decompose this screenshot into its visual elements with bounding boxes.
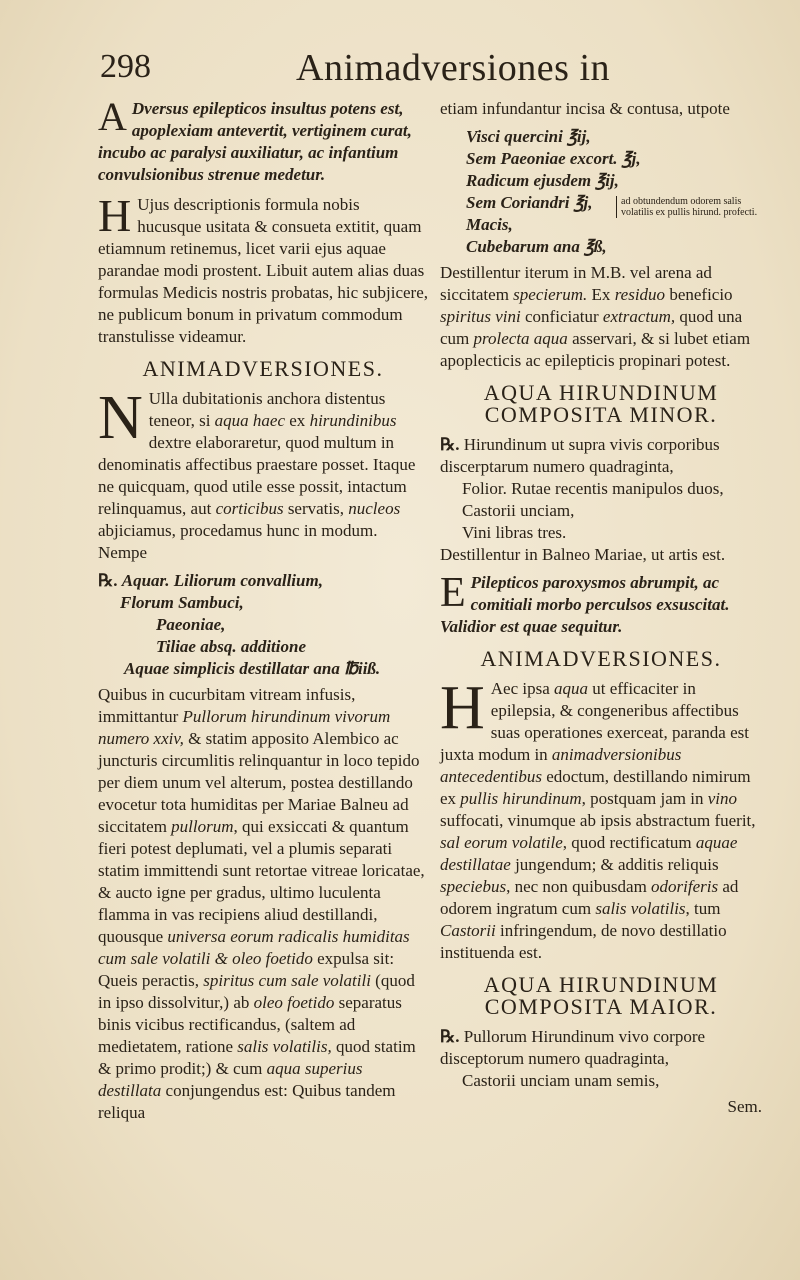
haec-paragraph xyxy=(440,674,762,964)
italic-run: sal eorum volatile xyxy=(440,833,563,852)
haec-dropcap: H xyxy=(440,674,485,742)
continuation-paragraph: etiam infundantur incisa & contusa, utpote xyxy=(440,99,730,118)
recipe-line: Destillentur in Balneo Mariae, ut artis est. xyxy=(440,545,726,564)
recipe-line: Radicum ejusdem ℥ij, xyxy=(466,171,619,190)
recipe-line: Tiliae absq. additione xyxy=(156,637,307,656)
recipe-line: Cubebarum ana ℥ß, xyxy=(466,237,607,256)
recipe-line: Pullorum Hirundinum vivo corpore disceptorum numero quadraginta, xyxy=(440,1027,706,1068)
italic-run: corticibus xyxy=(215,499,284,518)
italic-run: residuo xyxy=(614,285,666,304)
recipe-line: Vini libras tres. xyxy=(462,523,567,542)
italic-run: spiritus vini xyxy=(440,307,521,326)
recipe-line: Visci quercini ℥ij, xyxy=(466,127,591,146)
italic-run: extractum, xyxy=(602,307,676,326)
animadversion-paragraph xyxy=(98,384,428,564)
recipe-line: Paeoniae, xyxy=(156,615,226,634)
italic-run: prolecta aqua xyxy=(473,329,568,348)
italic-run: speciebus xyxy=(440,877,507,896)
text-run: , nec non quibusdam xyxy=(506,877,652,896)
page-number: 298 xyxy=(100,48,151,85)
italic-run: aqua xyxy=(554,679,589,698)
recipe-line: Aquae simplicis destillatar ana ℔iiß. xyxy=(124,659,381,678)
italic-run: aqua haec xyxy=(214,411,286,430)
recipe-line: Castorii unciam, xyxy=(462,501,575,520)
recipe-block-left xyxy=(98,570,428,680)
text-run: suffocati, vinumque ab ipsis abstractum fuerit, xyxy=(440,811,756,830)
recipe-block-right xyxy=(440,126,762,258)
text-run: Quibus in cucurbitam vitream infusis, immittantur xyxy=(98,685,356,726)
text-run: edoctum, destillando nimirum ex xyxy=(440,767,751,808)
epilepsy-text-2: Validior est quae sequitur. xyxy=(440,617,623,636)
italic-run: odoriferis xyxy=(651,877,719,896)
destillation-paragraph xyxy=(440,262,762,372)
italic-run: universa eorum radicalis humiditas cum sale volatili & oleo foetido xyxy=(98,927,410,968)
recipe-symbol: ℞. xyxy=(98,571,118,590)
italic-run: hirundinibus xyxy=(309,411,397,430)
recipe-line: Folior. Rutae recentis manipulos duos, xyxy=(462,479,724,498)
heading-aqua-minor: AQUA HIRUNDINUM COMPOSITA MINOR. xyxy=(483,380,719,427)
recipe-block-minor xyxy=(440,434,762,566)
recipe-line: Florum Sambuci, xyxy=(120,593,244,612)
text-run: ad odorem ingratum cum xyxy=(440,877,739,918)
epilepsy-paragraph xyxy=(440,572,762,638)
text-run: Aec ipsa xyxy=(490,679,555,698)
recipe-line: Macis, xyxy=(466,215,513,234)
text-run: dextre elaboraretur, quod multum in denominatis affectibus praestare posset. Itaque ne quicquam, quod utile esse possit, intactum relinquamus, aut xyxy=(98,433,416,518)
italic-run: Castorii xyxy=(440,921,496,940)
epilepsy-text: Pilepticos paroxysmos abrumpit, ac comitiali morbo perculsos exsuscitat. xyxy=(470,573,730,614)
text-run: separatus binis vicibus rectificandus, (saltem ad medietatem, ratione xyxy=(98,993,402,1056)
recipe-symbol: ℞. xyxy=(440,435,460,454)
italic-run: nucleos xyxy=(348,499,401,518)
text-run: conficiatur xyxy=(520,307,603,326)
text-run: conjungendus est: Quibus tandem reliqua xyxy=(98,1081,396,1122)
italic-run: specierum. xyxy=(513,285,588,304)
text-run: expulsa sit: Queis peractis, xyxy=(98,949,395,990)
procedure-paragraph xyxy=(98,684,428,1124)
catchword: Sem. xyxy=(727,1097,762,1116)
formula-text: Ujus descriptionis formula nobis hucusque usitata & consueta extitit, quam etiamnum retinemus, licet varii ejus aquae parandae modi prostent. Libuit autem alias duas formulas Medicis nostris probatas, hic subjicere, ne publicum bonum in privatum commodum transtulisse videamur. xyxy=(98,195,429,346)
italic-run: pullorum xyxy=(171,817,234,836)
heading-animadversiones-1: ANIMADVERSIONES. xyxy=(142,356,384,381)
text-run: servatis, xyxy=(283,499,349,518)
recipe-line: Aquar. Liliorum convallium, xyxy=(121,571,323,590)
text-run: quod statim & primo prodit;) & cum xyxy=(98,1037,416,1078)
text-run: infringendum, de novo destillatio instituenda est. xyxy=(440,921,727,962)
right-column xyxy=(440,98,762,1118)
italic-run: pullis hirundinum xyxy=(460,789,582,808)
text-run: (quod in ipso dissolvitur,) ab xyxy=(98,971,415,1012)
text-run: , quod rectificatum xyxy=(562,833,696,852)
running-title: Animadversiones in xyxy=(296,47,611,89)
text-run: , qui exsiccati & quantum fieri potest deplumati, vel a plumis separati statim immittendi sunt retortae vitreae loricatae, & aucto igne per gradus, ultimo luculenta flamma in vas recipiens aliud destillandi, quousque xyxy=(98,817,425,946)
recipe-block-maior xyxy=(440,1026,762,1092)
heading-aqua-maior: AQUA HIRUNDINUM COMPOSITA MAIOR. xyxy=(483,972,719,1019)
intro-dropcap: A xyxy=(98,94,127,139)
text-run: Ex xyxy=(587,285,615,304)
italic-run: vino xyxy=(707,789,738,808)
recipe-line: Sem Coriandri ℥j, xyxy=(466,193,593,212)
epilepsy-dropcap: E xyxy=(440,570,466,616)
text-run: Ulla dubitationis anchora distentus teneor, si xyxy=(148,389,386,430)
text-run: ex xyxy=(285,411,310,430)
recipe-side-note: ad obtundendum odorem salis volatilis ex pullis hirund. profecti. xyxy=(616,196,761,218)
intro-paragraph xyxy=(98,94,428,186)
text-run: beneficio xyxy=(665,285,733,304)
italic-run: Pullorum hirundinum vivorum numero xxiv, xyxy=(98,707,391,748)
recipe-line: Sem Paeoniae excort. ℥j, xyxy=(466,149,641,168)
recipe-line: Castorii unciam unam semis, xyxy=(462,1071,660,1090)
text-run: & statim apposito Alembico ac juncturis circumlitis relinquantur in loco tepido per diem unum vel alterum, postea destillando evocetur tota humiditas per Mariae Balneu ad siccitatem xyxy=(98,729,420,836)
italic-run: salis volatilis xyxy=(595,899,686,918)
text-run: quod una cum xyxy=(440,307,743,348)
italic-run: spiritus cum sale volatili xyxy=(203,971,371,990)
italic-run: aqua superius destillata xyxy=(98,1059,363,1100)
italic-run: salis volatilis, xyxy=(237,1037,332,1056)
text-run: ut efficaciter in epilepsia, & congeneribus affectibus suas operationes exerceat, paranda est juxta modum in xyxy=(440,679,749,764)
italic-run: aquae destillatae xyxy=(440,833,738,874)
heading-animadversiones-2: ANIMADVERSIONES. xyxy=(480,646,722,671)
text-run: jungendum; & additis reliquis xyxy=(510,855,719,874)
text-run: Destillentur iterum in M.B. vel arena ad siccitatem xyxy=(440,263,712,304)
left-column xyxy=(98,94,429,1124)
recipe-line: Hirundinum ut supra vivis corporibus discerptarum numero quadraginta, xyxy=(440,435,720,476)
formula-dropcap: H xyxy=(98,190,132,241)
formula-paragraph xyxy=(98,190,429,348)
page-header xyxy=(100,42,760,90)
text-run: , tum xyxy=(685,899,721,918)
text-run: abjiciamus, procedamus hunc in modum. Nempe xyxy=(98,521,378,562)
intro-text: Dversus epilepticos insultus potens est, apoplexiam antevertit, vertiginem curat, incubo ac paralysi auxiliatur, ac infantium convulsionibus strenue medetur. xyxy=(98,99,412,184)
italic-run: animadversionibus antecedentibus xyxy=(440,745,682,786)
text-run: asservari, & si lubet etiam apoplecticis ac epilepticis propinari potest. xyxy=(440,329,751,370)
animadversion-dropcap: N xyxy=(98,384,143,452)
text-run: , postquam jam in xyxy=(581,789,708,808)
italic-run: oleo foetido xyxy=(253,993,335,1012)
recipe-symbol: ℞. xyxy=(440,1027,460,1046)
